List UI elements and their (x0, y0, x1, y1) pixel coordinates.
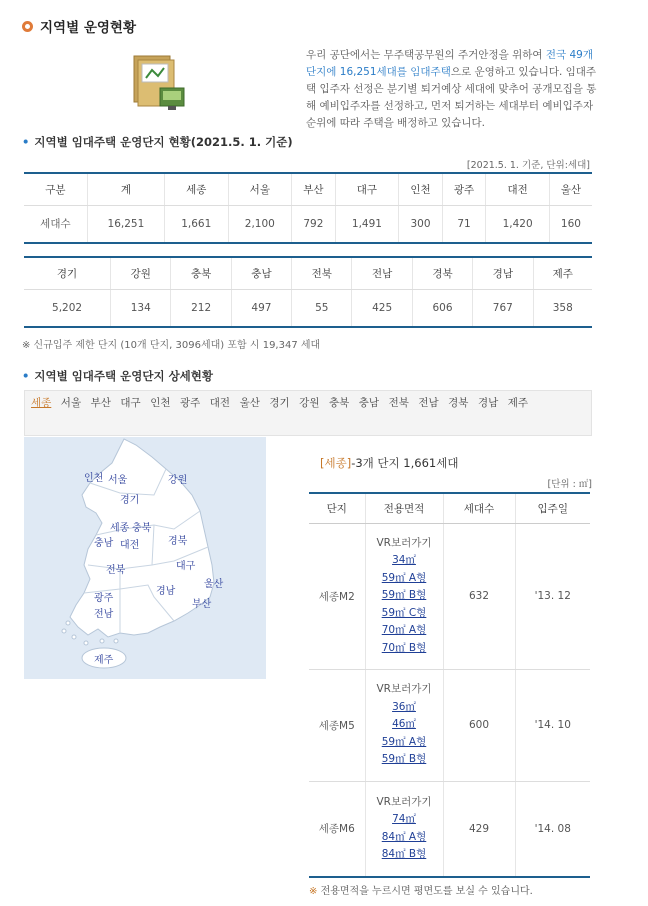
region-tabs (24, 390, 592, 436)
floorplan-link[interactable]: 74㎡ (392, 813, 416, 826)
table-row: 세대수 16,251 1,661 2,100 792 1,491 300 71 1,420 160 (24, 205, 592, 243)
section-bullet-icon: • (22, 135, 30, 149)
map-label-jeonnam[interactable]: 전남 (94, 609, 114, 620)
floorplan-link[interactable]: 59㎡ B형 (381, 589, 427, 602)
tab-jeju[interactable]: 제주 (507, 397, 529, 409)
floorplan-link[interactable]: 70㎡ A형 (381, 624, 427, 637)
map-label-jeju[interactable]: 제주 (94, 655, 114, 666)
floorplan-link[interactable]: 84㎡ A형 (381, 830, 427, 843)
tab-ulsan[interactable]: 울산 (239, 397, 260, 409)
korea-map-shape (24, 437, 266, 679)
tab-gyeonggi[interactable]: 경기 (269, 397, 290, 409)
tab-gwangju[interactable]: 광주 (179, 397, 201, 409)
map-label-seoul[interactable]: 서울 (108, 475, 128, 486)
tab-gyeongbuk[interactable]: 경북 (448, 397, 469, 409)
table-row: 세종M2 VR보러가기 34㎡ 59㎡ A형 59㎡ B형 59㎡ C형 70㎡ A형 70㎡ B형 632 '13. 12 (309, 523, 590, 669)
map-label-gangwon[interactable]: 강원 (168, 475, 188, 486)
map-label-gyeonggi[interactable]: 경기 (120, 495, 140, 506)
map-label-daegu[interactable]: 대구 (176, 561, 196, 572)
title-bullet-icon (22, 21, 33, 32)
summary-footnote: ※ 신규입주 제한 단지 (10개 단지, 3096세대) 포함 시 19,347 세대 (22, 340, 321, 351)
detail-unit-note: [단위 : ㎡] (547, 479, 592, 490)
floorplan-link[interactable]: 34㎡ (392, 554, 416, 567)
tab-sejong[interactable]: 세종 (31, 397, 52, 409)
floorplan-link[interactable]: 59㎡ A형 (381, 735, 427, 748)
map-label-daejeon[interactable]: 대전 (120, 540, 140, 551)
summary-unit-note: [2021.5. 1. 기준, 단위:세대] (466, 160, 590, 171)
vr-link[interactable]: VR보러가기 (376, 536, 432, 549)
floorplan-link[interactable]: 59㎡ B형 (381, 753, 427, 766)
floorplan-link[interactable]: 84㎡ B형 (381, 848, 427, 861)
map-label-sejong[interactable]: 세종 (110, 523, 130, 534)
tab-daejeon[interactable]: 대전 (209, 397, 231, 409)
region-summary: [세종]-3개 단지 1,661세대 (320, 456, 459, 470)
tab-chungbuk[interactable]: 충북 (328, 397, 350, 409)
bottom-note: ※ 전용면적을 누르시면 평면도를 보실 수 있습니다. (309, 886, 533, 897)
detail-section-title: • 지역별 임대주택 운영단지 상세현황 (22, 369, 214, 383)
tab-gangwon[interactable]: 강원 (299, 397, 320, 409)
housing-folder-icon (128, 52, 188, 112)
vr-link[interactable]: VR보러가기 (376, 683, 432, 696)
tab-incheon[interactable]: 인천 (150, 397, 171, 409)
complex-table: 단지 전용면적 세대수 입주일 세종M2 VR보러가기 34㎡ 59㎡ A형 59㎡ B형 59㎡ C형 70㎡ A형 70㎡ B형 632 '13. 12 세종M5 VR보러가기 36㎡ 46㎡ 59㎡ A형 59㎡ B형 600 '14. 10 세종M6 VR보러가기 74㎡ 84㎡ A형 84㎡ B형 429 '14. 08 (309, 492, 590, 878)
floorplan-link[interactable]: 59㎡ C형 (381, 606, 427, 619)
map-label-jeonbuk[interactable]: 전북 (106, 565, 126, 576)
map-label-incheon[interactable]: 인천 (84, 473, 104, 484)
floorplan-link[interactable]: 70㎡ B형 (381, 641, 427, 654)
map-label-chungnam[interactable]: 충남 (94, 538, 114, 549)
map-label-busan[interactable]: 부산 (192, 599, 212, 610)
tab-gyeongnam[interactable]: 경남 (477, 397, 499, 409)
tab-seoul[interactable]: 서울 (60, 397, 82, 409)
tab-chungnam[interactable]: 충남 (358, 397, 380, 409)
table-row: 세종M5 VR보러가기 36㎡ 46㎡ 59㎡ A형 59㎡ B형 600 '14. 10 (309, 669, 590, 781)
korea-map (24, 437, 266, 679)
intro-text: 우리 공단에서는 무주택공무원의 주거안정을 위하여 전국 49개 단지에 16,251세대를 임대주택으로 운영하고 있습니다. 임대주택 입주자 선정은 분기별 퇴거예상 세대에 맞추어 공개모집을 통해 예비입주자를 선정하고, 먼저 퇴거하는 세대부터 예비입주자 순위에 따라 주택을 배정하고 있습니다. (306, 49, 597, 129)
summary-section-title: • 지역별 임대주택 운영단지 현황(2021.5. 1. 기준) (22, 135, 293, 149)
table-row: 세종M6 VR보러가기 74㎡ 84㎡ A형 84㎡ B형 429 '14. 08 (309, 781, 590, 877)
floorplan-link[interactable]: 59㎡ A형 (381, 571, 427, 584)
summary-table-1: 구분 계 세종 서울 부산 대구 인천 광주 대전 울산 세대수 16,251 1,661 2,100 792 1,491 300 71 1,420 160 (24, 172, 592, 244)
section-bullet-icon: • (22, 369, 30, 383)
vr-link[interactable]: VR보러가기 (376, 795, 432, 808)
tab-jeonnam[interactable]: 전남 (418, 397, 439, 409)
tab-daegu[interactable]: 대구 (120, 397, 141, 409)
map-label-gyeongbuk[interactable]: 경북 (168, 536, 188, 547)
tab-jeonbuk[interactable]: 전북 (388, 397, 409, 409)
map-label-gwangju[interactable]: 광주 (94, 593, 114, 604)
summary-table-2: 경기 강원 충북 충남 전북 전남 경북 경남 제주 5,202 134 212 497 55 425 606 767 358 (24, 256, 592, 328)
map-label-ulsan[interactable]: 울산 (204, 579, 224, 590)
page-title: 지역별 운영현황 (22, 16, 136, 36)
floorplan-link[interactable]: 36㎡ (392, 700, 416, 713)
floorplan-link[interactable]: 46㎡ (392, 718, 416, 731)
table-row: 5,202 134 212 497 55 425 606 767 358 (24, 289, 592, 327)
map-label-chungbuk[interactable]: 충북 (132, 523, 152, 534)
map-label-gyeongnam[interactable]: 경남 (156, 586, 176, 597)
tab-busan[interactable]: 부산 (90, 397, 111, 409)
